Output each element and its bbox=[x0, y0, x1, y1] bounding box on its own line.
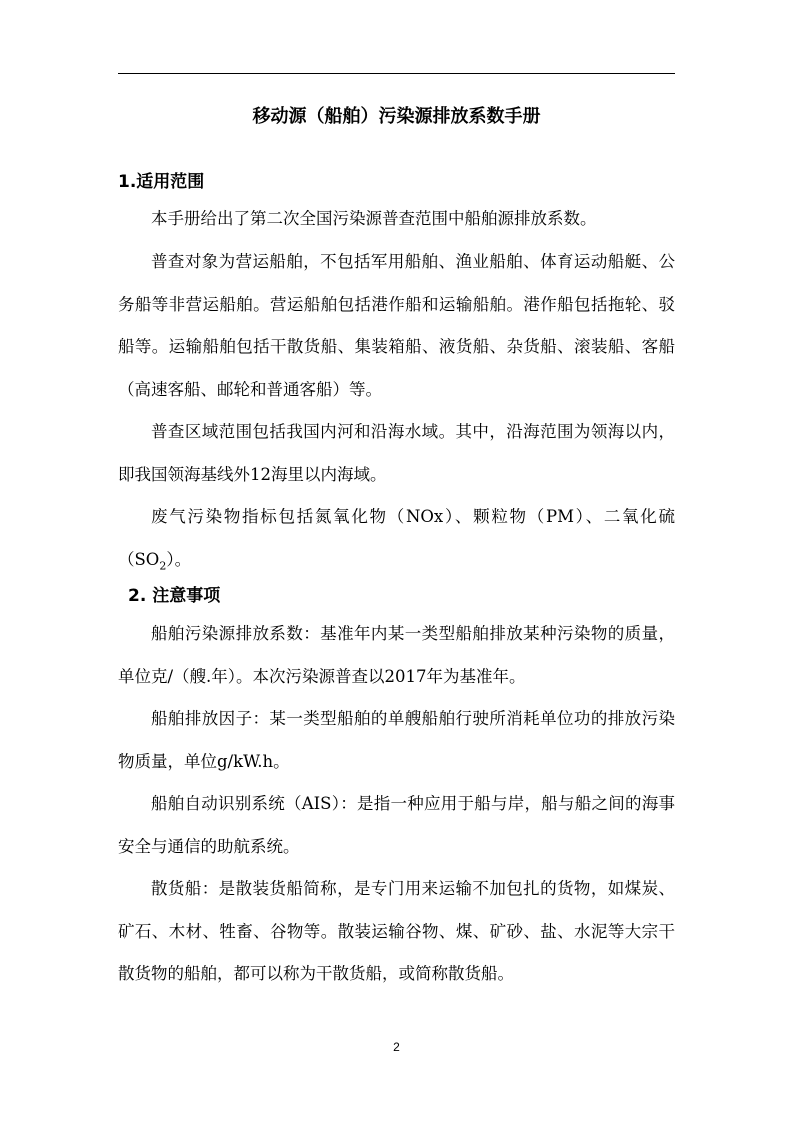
section-2-heading: 2. 注意事项 bbox=[128, 586, 221, 606]
section-1-paragraph-4 bbox=[118, 496, 675, 587]
section-1-paragraph-1: 本手册给出了第二次全国污染源普查范围中船舶源排放系数。 bbox=[151, 209, 597, 228]
page-number: 2 bbox=[393, 1040, 400, 1054]
section-2-paragraph-1: 船舶污染源排放系数：基准年内某一类型船舶排放某种污染物的质量，单位克/（艘.年）。本次污染源普查以2017年为基准年。 bbox=[118, 624, 675, 686]
p4-text-after: ）。 bbox=[166, 549, 192, 569]
section-2-paragraph-3: 船舶自动识别系统（AIS）：是指一种应用于船与岸，船与船之间的海事安全与通信的助航系统。 bbox=[118, 794, 675, 856]
p4-subscript: 2 bbox=[159, 558, 167, 572]
section-1-paragraph-3: 普查区域范围包括我国内河和沿海水域。其中，沿海范围为领海以内，即我国领海基线外12海里以内海域。 bbox=[118, 422, 675, 484]
section-2-paragraph-4: 散货船：是散装货船简称，是专门用来运输不加包扎的货物，如煤炭、矿石、木材、牲畜、谷物等。散装运输谷物、煤、矿砂、盐、水泥等大宗干散货物的船舶，都可以称为干散货船，或简称散货船。 bbox=[118, 879, 675, 983]
p4-text-before: 废气污染物指标包括氮氧化物（NOx）、颗粒物（PM）、二氧化硫（SO bbox=[118, 507, 675, 569]
section-1-paragraph-2: 普查对象为营运船舶，不包括军用船舶、渔业船舶、体育运动船艇、公务船等非营运船舶。营运船舶包括港作船和运输船舶。港作船包括拖轮、驳船等。运输船舶包括干散货船、集装箱船、液货船、杂货船、滚装船、客船（高速客船、邮轮和普通客船）等。 bbox=[118, 252, 675, 399]
section-1-heading: 1.适用范围 bbox=[118, 172, 205, 192]
section-2-paragraph-2: 船舶排放因子：某一类型船舶的单艘船舶行驶所消耗单位功的排放污染物质量，单位g/kW.h。 bbox=[118, 709, 675, 771]
document-title: 移动源（船舶）污染源排放系数手册 bbox=[252, 106, 541, 127]
header-rule bbox=[118, 73, 675, 74]
